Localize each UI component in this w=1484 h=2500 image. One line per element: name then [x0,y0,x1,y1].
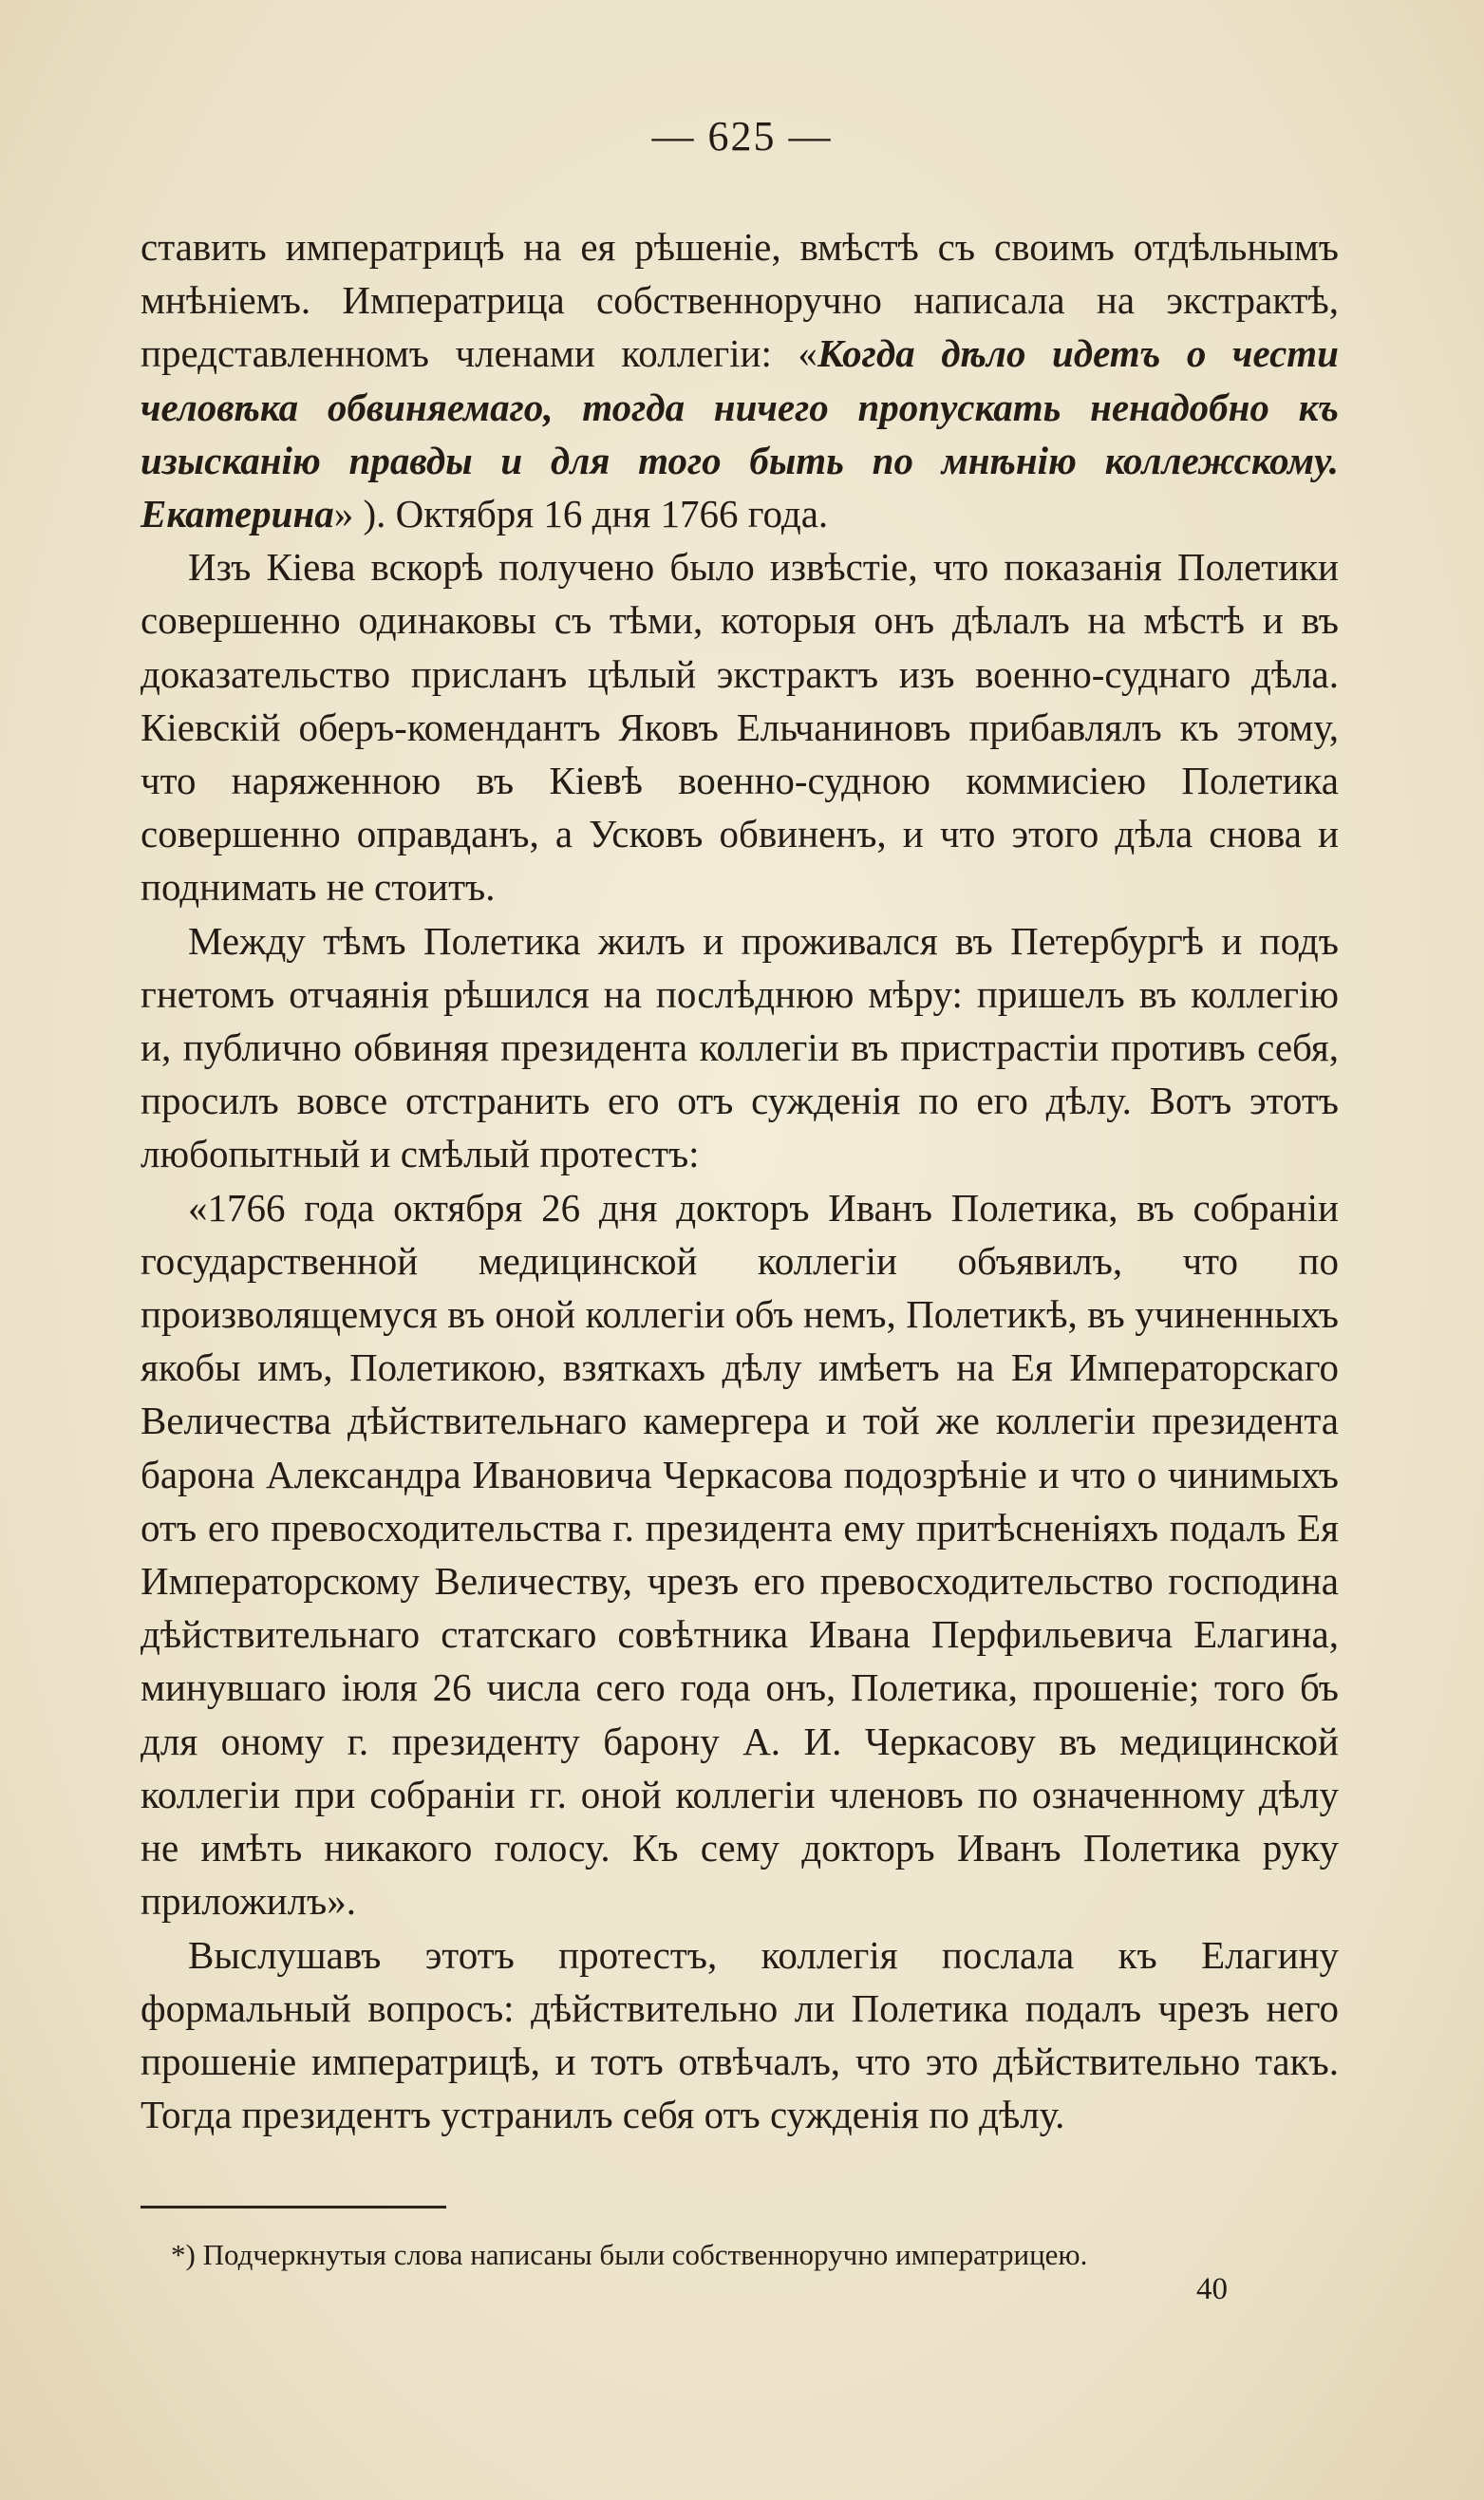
paragraph-2: Изъ Кіева вскорѣ получено было извѣстіе, что показанія Полетики совершенно одинаковы съ тѣми, которыя онъ дѣлалъ на мѣстѣ и въ доказательство присланъ цѣлый экстрактъ изъ военно-суднаго дѣла. Кіевскій оберъ-комендантъ Яковъ Ельчаниновъ прибавлялъ къ этому, что наряженною въ Кіевѣ военно-судною коммисіею Полетика совершенно оправданъ, а Усковъ обвиненъ, и что этого дѣла снова и поднимать не стоитъ. [141,545,1339,910]
paragraph-5: Выслушавъ этотъ протестъ, коллегія послала къ Елагину формальный вопросъ: дѣйствительно ли Полетика подалъ чрезъ него прошеніе императрицѣ, и тотъ отвѣчалъ, что это дѣйствительно такъ. Тогда президентъ устранилъ себя отъ сужденія по дѣлу. [141,1932,1339,2137]
paragraph-1-end: » ). Октября 16 дня 1766 года. [333,492,829,536]
paragraph-1-start: ставить императрицѣ на ея рѣшеніе, вмѣстѣ съ своимъ отдѣльнымъ мнѣніемъ. Императрица собственноручно написала на экстрактѣ, представленномъ членами коллегіи: « [141,225,1339,376]
footnote: *) Подчеркнутыя слова написаны были собственноручно императрицею. [171,2238,1088,2271]
paragraph-4-protest: «1766 года октября 26 дня докторъ Иванъ Полетика, въ собраніи государственной медицинской коллегіи объявилъ, что по произволящемуся въ оной коллегіи объ немъ, Полетикѣ, въ учиненныхъ якобы имъ, Полетикою, взяткахъ дѣлу имѣетъ на Ея Императорскаго Величества дѣйствительнаго камергера и той же коллегіи президента барона Александра Ивановича Черкасова подозрѣніе и что о чинимыхъ отъ его превосходительства г. президента ему притѣсненіяхъ подалъ Ея Императорскому Величеству, чрезъ его превосходительство господина дѣйствительнаго статскаго совѣтника Ивана Перфильевича Елагина, минувшаго іюля 26 числа сего года онъ, Полетика, прошеніе; того бъ для оному г. президенту барону А. И. Черкасову въ медицинской коллегіи при собраніи гг. оной коллегіи членовъ по означенному дѣлу не имѣть никакого голосу. Къ сему докторъ Иванъ Полетика руку приложилъ». [141,1185,1339,1924]
body-text [141,220,1339,2141]
paragraph-3: Между тѣмъ Полетика жилъ и проживался въ Петербургѣ и подъ гнетомъ отчаянія рѣшился на послѣднюю мѣру: пришелъ въ коллегію и, публично обвиняя президента коллегіи въ пристрастіи противъ себя, просилъ вовсе отстранить его отъ сужденія по его дѣлу. Вотъ этотъ любопытный и смѣлый протестъ: [141,918,1339,1176]
page-number: — 625 — [651,113,833,160]
footnote-divider [141,2206,446,2209]
signature-mark: 40 [1196,2272,1228,2306]
empress-resolution-quote: Когда дѣло идетъ о чести человѣка обвиняемаго, тогда ничего пропускать ненадобно къ изысканію правды и для того быть по мнѣнію коллежскому. Екатерина [141,331,1339,536]
paragraph-1 [141,220,1339,540]
